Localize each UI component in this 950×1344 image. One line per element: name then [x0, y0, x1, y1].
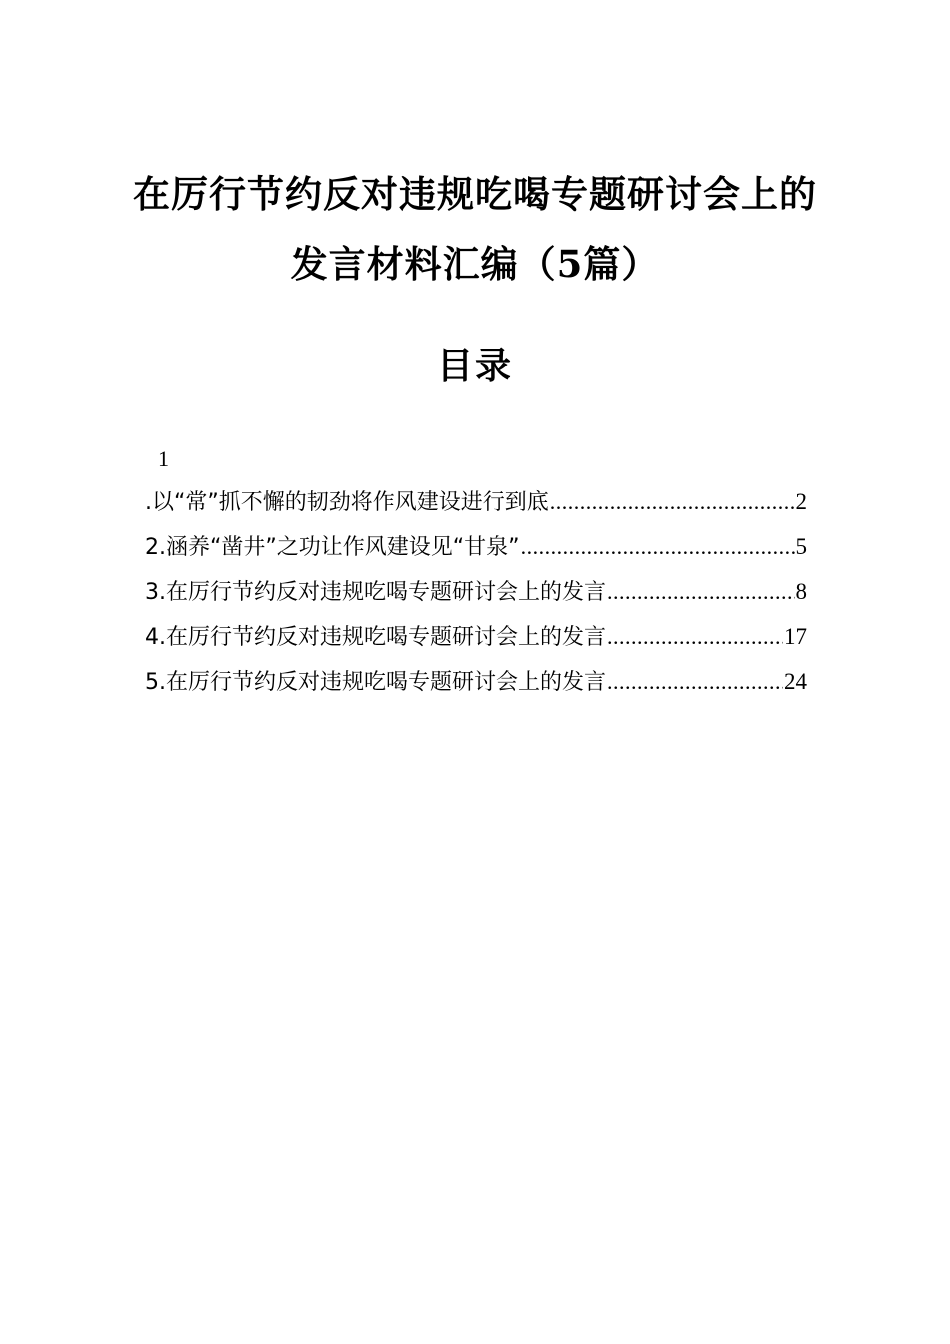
toc-entry-text: .以“常”抓不懈的韧劲将作风建设进行到底	[145, 490, 549, 515]
toc-entry-text: 5.在厉行节约反对违规吃喝专题研讨会上的发言	[145, 670, 606, 695]
toc-entry-5[interactable]	[145, 664, 807, 709]
document-title-line-2: 发言材料汇编（5篇）	[290, 242, 660, 286]
toc-entry-page: 5	[795, 534, 807, 559]
toc-entry-2[interactable]	[145, 529, 807, 574]
toc-leader-dots	[607, 574, 795, 610]
toc-entry-page: 17	[784, 624, 807, 649]
toc-entry-1[interactable]	[145, 484, 807, 529]
toc-entry-text: 4.在厉行节约反对违规吃喝专题研讨会上的发言	[145, 625, 606, 650]
toc-entry-page: 8	[795, 579, 807, 604]
document-title-line-1: 在厉行节约反对违规吃喝专题研讨会上的	[133, 172, 817, 216]
table-of-contents	[145, 484, 807, 709]
toc-entry-3[interactable]	[145, 574, 807, 619]
toc-leader-dots	[521, 529, 795, 565]
toc-entry-text: 2.涵养“凿井”之功让作风建设见“甘泉”	[145, 535, 520, 560]
toc-entry-4[interactable]	[145, 619, 807, 664]
toc-entry-page: 24	[784, 669, 807, 694]
toc-entry-text: 3.在厉行节约反对违规吃喝专题研讨会上的发言	[145, 580, 606, 605]
toc-leader-dots	[550, 484, 795, 520]
toc-leader-dots	[607, 619, 783, 655]
toc-entry-page: 2	[795, 489, 807, 514]
toc-heading: 目录	[436, 345, 513, 387]
toc-leader-dots	[607, 664, 783, 700]
toc-stray-number: 1	[158, 446, 169, 471]
